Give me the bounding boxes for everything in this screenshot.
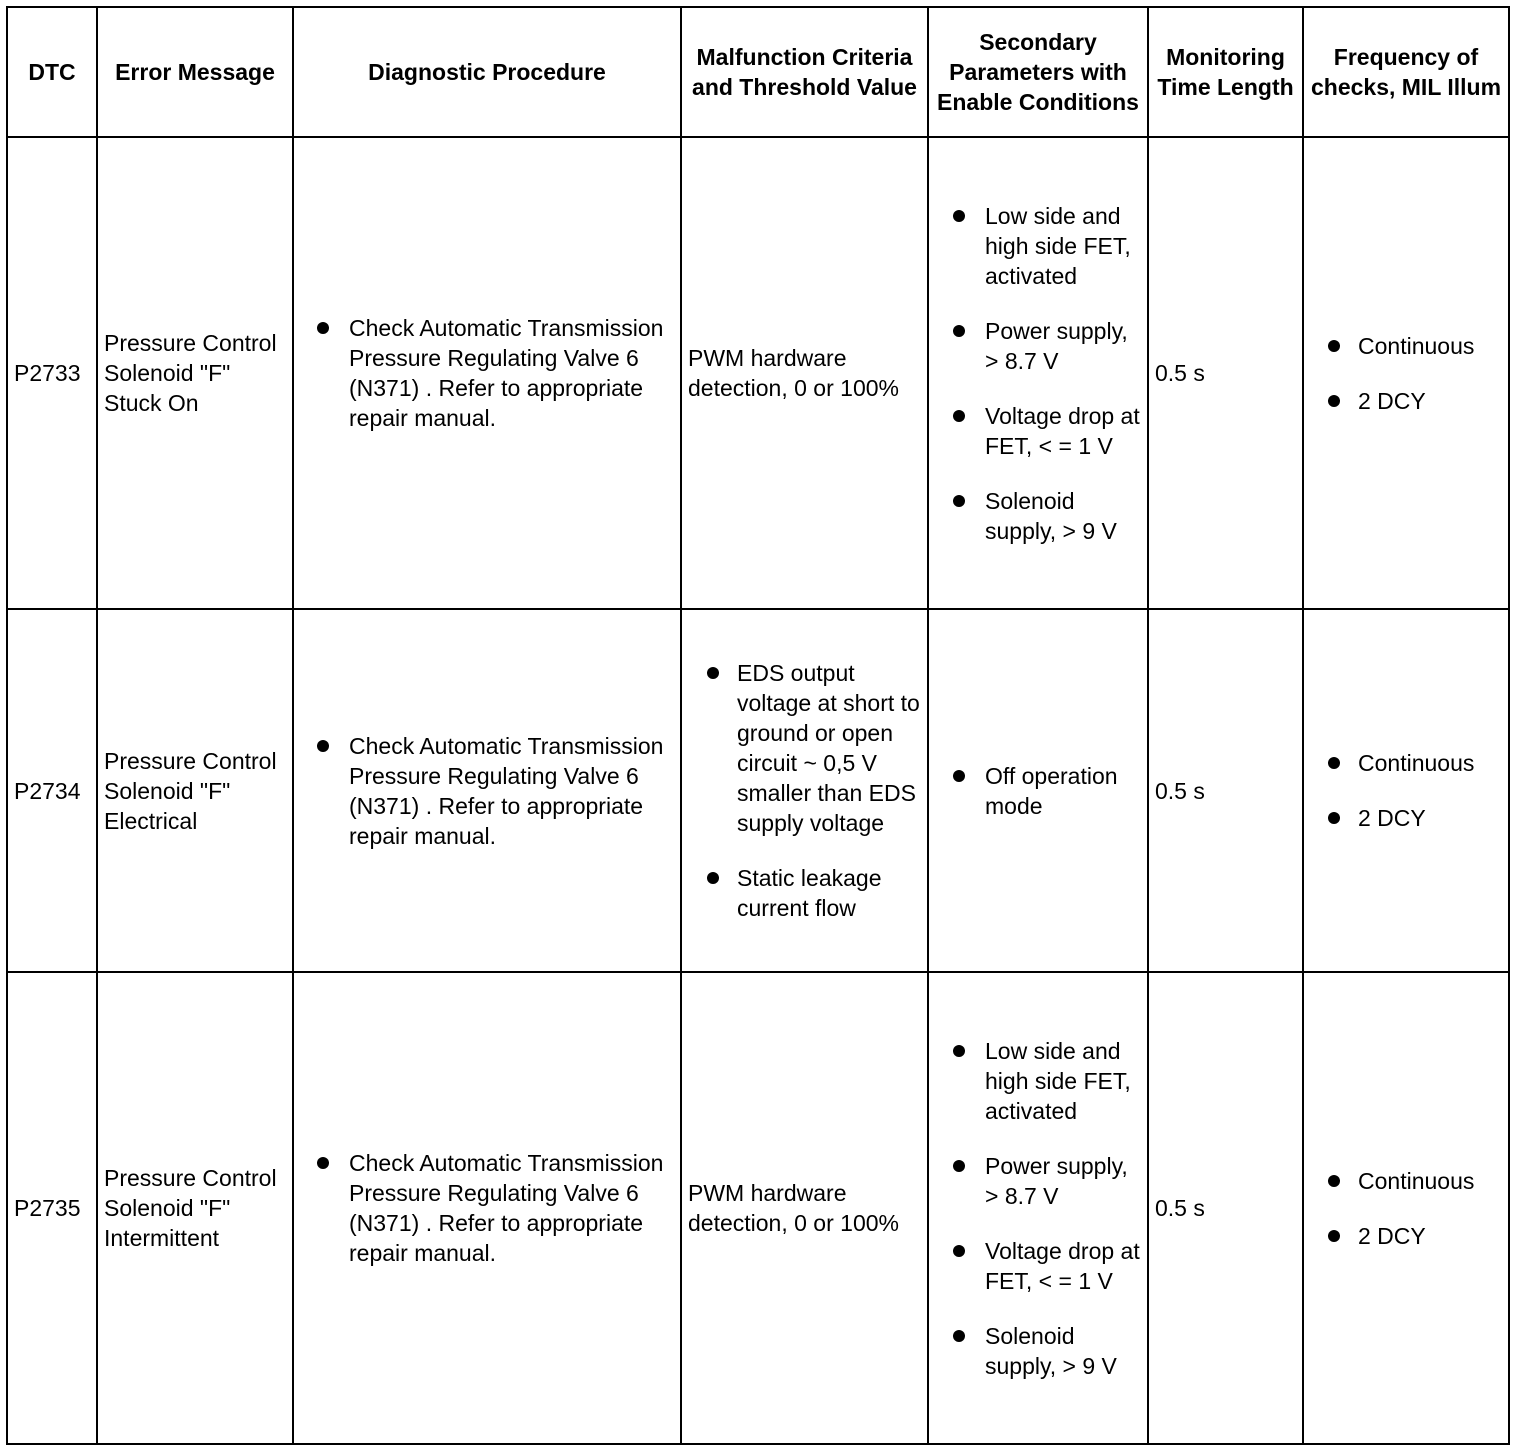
error-message: Pressure Control Solenoid "F" Electrical	[97, 609, 293, 972]
frequency	[1303, 972, 1509, 1444]
error-message: Pressure Control Solenoid "F" Stuck On	[97, 137, 293, 609]
bullet-icon	[1328, 395, 1340, 407]
table-row	[7, 609, 1509, 972]
diagnostic-procedure	[293, 972, 681, 1444]
secondary-list	[935, 761, 1143, 821]
monitoring-time: 0.5 s	[1148, 972, 1303, 1444]
table-row	[7, 137, 1509, 609]
table-row	[7, 972, 1509, 1444]
diagnostic-procedure	[293, 609, 681, 972]
bullet-icon	[317, 740, 329, 752]
bullet-icon	[953, 1245, 965, 1257]
list-item: 2 DCY	[1310, 1221, 1504, 1251]
header-error-message: Error Message	[97, 7, 293, 137]
secondary-parameters	[928, 137, 1148, 609]
bullet-icon	[953, 325, 965, 337]
list-item: Static leakage current flow	[688, 863, 923, 923]
dtc-code: P2735	[7, 972, 97, 1444]
header-diagnostic-procedure: Diagnostic Procedure	[293, 7, 681, 137]
secondary-list	[935, 201, 1143, 546]
dtc-table	[6, 6, 1510, 1445]
list-item: Continuous	[1310, 748, 1504, 778]
bullet-icon	[1328, 812, 1340, 824]
monitoring-time: 0.5 s	[1148, 609, 1303, 972]
bullet-icon	[1328, 757, 1340, 769]
list-item: Check Automatic Transmission Pressure Regulating Valve 6 (N371) . Refer to appropriate repair manual.	[300, 1148, 676, 1268]
criteria-list	[688, 658, 923, 923]
bullet-icon	[317, 322, 329, 334]
bullet-icon	[953, 1160, 965, 1172]
malfunction-criteria	[681, 609, 928, 972]
list-item: EDS output voltage at short to ground or open circuit ~ 0,5 V smaller than EDS supply voltage	[688, 658, 923, 838]
monitoring-time: 0.5 s	[1148, 137, 1303, 609]
frequency	[1303, 609, 1509, 972]
header-secondary-parameters: Secondary Parameters with Enable Conditions	[928, 7, 1148, 137]
frequency	[1303, 137, 1509, 609]
list-item: Power supply, > 8.7 V	[935, 316, 1143, 376]
header-monitoring-time: Monitoring Time Length	[1148, 7, 1303, 137]
dtc-code: P2733	[7, 137, 97, 609]
bullet-icon	[1328, 1175, 1340, 1187]
diagnostic-procedure	[293, 137, 681, 609]
list-item: Solenoid supply, > 9 V	[935, 1321, 1143, 1381]
secondary-parameters	[928, 609, 1148, 972]
list-item: Check Automatic Transmission Pressure Regulating Valve 6 (N371) . Refer to appropriate repair manual.	[300, 731, 676, 851]
header-row	[7, 7, 1509, 137]
bullet-icon	[953, 210, 965, 222]
dtc-code: P2734	[7, 609, 97, 972]
header-malfunction-criteria: Malfunction Criteria and Threshold Value	[681, 7, 928, 137]
error-message: Pressure Control Solenoid "F" Intermittent	[97, 972, 293, 1444]
header-dtc: DTC	[7, 7, 97, 137]
frequency-list	[1310, 748, 1504, 833]
frequency-list	[1310, 331, 1504, 416]
list-item: 2 DCY	[1310, 386, 1504, 416]
header-frequency: Frequency of checks, MIL Illum	[1303, 7, 1509, 137]
list-item: Continuous	[1310, 331, 1504, 361]
list-item: Check Automatic Transmission Pressure Regulating Valve 6 (N371) . Refer to appropriate repair manual.	[300, 313, 676, 433]
bullet-icon	[1328, 1230, 1340, 1242]
bullet-icon	[953, 1330, 965, 1342]
list-item: Continuous	[1310, 1166, 1504, 1196]
list-item: Low side and high side FET, activated	[935, 1036, 1143, 1126]
bullet-icon	[317, 1157, 329, 1169]
frequency-list	[1310, 1166, 1504, 1251]
list-item: Off operation mode	[935, 761, 1143, 821]
secondary-parameters	[928, 972, 1148, 1444]
bullet-icon	[953, 1045, 965, 1057]
list-item: Voltage drop at FET, < = 1 V	[935, 401, 1143, 461]
procedure-list	[300, 731, 676, 851]
bullet-icon	[953, 770, 965, 782]
list-item: Solenoid supply, > 9 V	[935, 486, 1143, 546]
procedure-list	[300, 313, 676, 433]
malfunction-criteria: PWM hardware detection, 0 or 100%	[681, 972, 928, 1444]
bullet-icon	[707, 667, 719, 679]
secondary-list	[935, 1036, 1143, 1381]
list-item: 2 DCY	[1310, 803, 1504, 833]
bullet-icon	[953, 410, 965, 422]
bullet-icon	[953, 495, 965, 507]
bullet-icon	[707, 872, 719, 884]
procedure-list	[300, 1148, 676, 1268]
list-item: Voltage drop at FET, < = 1 V	[935, 1236, 1143, 1296]
list-item: Low side and high side FET, activated	[935, 201, 1143, 291]
malfunction-criteria: PWM hardware detection, 0 or 100%	[681, 137, 928, 609]
list-item: Power supply, > 8.7 V	[935, 1151, 1143, 1211]
bullet-icon	[1328, 340, 1340, 352]
